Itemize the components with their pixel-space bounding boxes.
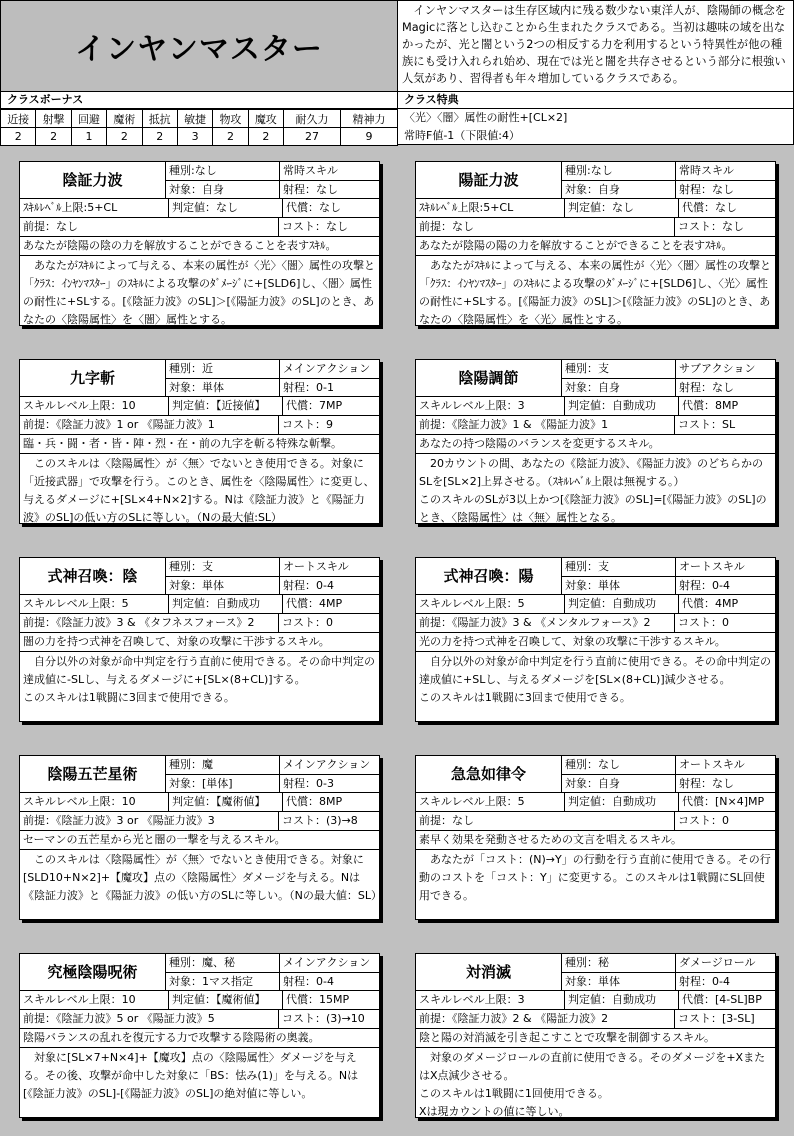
skill-card bbox=[19, 161, 380, 326]
skill-flavor: あなたの持つ陰陽のバランスを変更するスキル。 bbox=[416, 435, 775, 454]
skill-target: 対象：自身 bbox=[166, 181, 280, 198]
skill-check: 判定値：自動成功 bbox=[565, 991, 679, 1009]
skill-effect-line: このスキルは〈陰陽属性〉が〈無〉でないとき使用できる。対象に[SLD10+N×2]+【魔攻】点の〈陰陽属性〉ダメージを与える。Nは《陰証力波》と《陽証力波》の低い方のSLに等しい。（Nの最大値：SL） bbox=[23, 853, 382, 902]
skill-price: 代償：なし bbox=[286, 201, 341, 214]
skill-cost: コスト：(3)→8 bbox=[282, 814, 358, 827]
skill-target: 対象：[単体] bbox=[166, 775, 280, 792]
skill-cost: コスト：0 bbox=[282, 616, 333, 629]
skill-effect-line: 対象のダメージロールの直前に使用できる。そのダメージを+XまたはX点減少させる。 bbox=[419, 1051, 766, 1082]
skill-cost: コスト：0 bbox=[678, 616, 729, 629]
skill-card bbox=[415, 557, 776, 722]
skill-range: 射程：なし bbox=[283, 183, 338, 196]
skill-effect bbox=[20, 454, 379, 527]
skill-target: 対象：自身 bbox=[562, 379, 676, 396]
skill-effect bbox=[20, 652, 379, 707]
skill-price: 代償：[N×4]MP bbox=[682, 795, 765, 808]
skill-max-level: スキルレベル上限：10 bbox=[20, 793, 169, 811]
skill-max-level: スキルレベル上限：5 bbox=[416, 793, 565, 811]
skill-range: 射程：0-3 bbox=[283, 777, 334, 790]
skill-effect bbox=[20, 256, 379, 329]
skill-target: 対象：単体 bbox=[562, 577, 676, 594]
skill-effect-line: あなたがｽｷﾙによって与える、本来の属性が〈光〉〈闇〉属性の攻撃と「ｸﾗｽ：ｲﾝﾔﾝﾏｽﾀｰ」のｽｷﾙによる攻撃のﾀﾞﾒｰｼﾞに+[SLD6]し、〈光〉属性の耐性に+SLする。[《陽証力波》のSL]＞[《陰証力波》のSL]のとき、あなたの〈陰陽属性〉を〈光〉属性とする。 bbox=[419, 259, 771, 326]
skill-prereq: 前提：なし bbox=[20, 218, 279, 236]
skill-kind: 種別：なし bbox=[562, 756, 676, 774]
skill-max-level: スキルレベル上限：5 bbox=[20, 595, 169, 613]
skill-card bbox=[19, 755, 380, 920]
skill-price: 代償：7MP bbox=[286, 399, 343, 412]
skill-name: 九字斬 bbox=[20, 360, 166, 396]
skill-kind: 種別：支 bbox=[562, 558, 676, 576]
skill-range: 射程：なし bbox=[679, 777, 734, 790]
skill-kind: 種別：支 bbox=[166, 558, 280, 576]
skill-flavor: 闇の力を持つ式神を召喚して、対象の攻撃に干渉するスキル。 bbox=[20, 633, 379, 652]
skill-name: 対消滅 bbox=[416, 954, 562, 990]
skill-flavor: 素早く効果を発動させるための文言を唱えるスキル。 bbox=[416, 831, 775, 850]
skill-check: 判定値：なし bbox=[169, 199, 283, 217]
skill-prereq: 前提：《陰証力波》1 or 《陽証力波》1 bbox=[20, 416, 279, 434]
skill-check: 判定値：なし bbox=[565, 199, 679, 217]
skill-check: 判定値：自動成功 bbox=[169, 595, 283, 613]
skill-effect bbox=[416, 652, 775, 707]
skill-name: 陰陽五芒星術 bbox=[20, 756, 166, 792]
class-bonus-heading: クラスボーナス bbox=[0, 92, 398, 109]
skill-flavor: あなたが陰陽の陽の力を解放することができることを表すｽｷﾙ。 bbox=[416, 237, 775, 256]
skill-prereq: 前提：なし bbox=[416, 218, 675, 236]
skill-price: 代償：なし bbox=[682, 201, 737, 214]
skill-check: 判定値：自動成功 bbox=[565, 793, 679, 811]
skill-effect-line: このスキルは1戦闘に3回まで使用できる。 bbox=[419, 691, 631, 704]
skill-effect bbox=[416, 850, 775, 905]
skill-range: 射程：0-4 bbox=[283, 579, 334, 592]
skill-price: 代償：4MP bbox=[286, 597, 343, 610]
skill-price: 代償：15MP bbox=[286, 993, 350, 1006]
bonus-value: 2 bbox=[213, 128, 248, 146]
skill-check: 判定値：【魔術値】 bbox=[169, 793, 283, 811]
skill-effect-line: このスキルは1戦闘に3回まで使用できる。 bbox=[23, 691, 235, 704]
skill-timing: オートスキル bbox=[679, 560, 745, 573]
skill-name: 陰陽調節 bbox=[416, 360, 562, 396]
class-description: インヤンマスターは生存区域内に残る数少ない東洋人が、陰陽師の概念をMagicに落とし込むことから生まれたクラスである。当初は趣味の域を出なかったが、光と闇という2つの相反する力を利用するという特異性が他の種族にも受け入れられ始め、現在では光と闇を共存させるという部分に根強い人気があり、習得者も年々増加しているクラスである。 bbox=[398, 0, 794, 92]
bonus-header: 魔術 bbox=[107, 110, 142, 128]
bonus-header: 回避 bbox=[71, 110, 106, 128]
skill-price: 代償：8MP bbox=[286, 795, 343, 808]
class-bonus-header-row bbox=[1, 110, 398, 128]
bonus-value: 2 bbox=[36, 128, 71, 146]
skill-target: 対象：自身 bbox=[562, 775, 676, 792]
skill-flavor: 臨・兵・闘・者・皆・陣・烈・在・前の九字を斬る特殊な斬撃。 bbox=[20, 435, 379, 454]
skill-name: 陰証力波 bbox=[20, 162, 166, 198]
skill-name: 急急如律令 bbox=[416, 756, 562, 792]
skill-timing: 常時スキル bbox=[679, 164, 734, 177]
skill-max-level: スキルレベル上限：5 bbox=[416, 595, 565, 613]
skill-name: 式神召喚：陽 bbox=[416, 558, 562, 594]
skill-cost: コスト：(3)→10 bbox=[282, 1012, 365, 1025]
skill-prereq: 前提：《陰証力波》3 or 《陽証力波》3 bbox=[20, 812, 279, 830]
class-title: インヤンマスター bbox=[75, 32, 323, 67]
skill-range: 射程：0-4 bbox=[679, 579, 730, 592]
skill-max-level: ｽｷﾙﾚﾍﾞﾙ上限:5+CL bbox=[20, 199, 169, 217]
class-perks-heading: クラス特典 bbox=[398, 92, 794, 109]
bonus-header: 抵抗 bbox=[142, 110, 177, 128]
skill-price: 代償：4MP bbox=[682, 597, 739, 610]
class-perk: 〈光〉〈闇〉属性の耐性+[CL×2] bbox=[398, 109, 794, 127]
bonus-header: 精神力 bbox=[341, 110, 398, 128]
class-title-box bbox=[0, 0, 398, 92]
skill-prereq: 前提：《陰証力波》5 or 《陽証力波》5 bbox=[20, 1010, 279, 1028]
skill-timing: オートスキル bbox=[283, 560, 349, 573]
skill-card bbox=[415, 755, 776, 920]
skill-effect bbox=[416, 1048, 775, 1121]
skill-flavor: 陰と陽の対消滅を引き起こすことで攻撃を制御するスキル。 bbox=[416, 1029, 775, 1048]
skill-kind: 種別:なし bbox=[166, 162, 280, 180]
skill-cost: コスト：なし bbox=[282, 220, 348, 233]
skill-effect bbox=[20, 850, 382, 905]
skill-effect-line: Xは現カウントの値に等しい。 bbox=[419, 1105, 570, 1118]
bonus-header: 魔攻 bbox=[248, 110, 283, 128]
skill-range: 射程：なし bbox=[679, 183, 734, 196]
skill-target: 対象：自身 bbox=[562, 181, 676, 198]
skill-flavor: セーマンの五芒星から光と闇の一撃を与えるスキル。 bbox=[20, 831, 379, 850]
bonus-value: 3 bbox=[177, 128, 212, 146]
skill-prereq: 前提：《陰証力波》1 & 《陽証力波》1 bbox=[416, 416, 675, 434]
skill-max-level: スキルレベル上限：10 bbox=[20, 991, 169, 1009]
skill-check: 判定値：【近接値】 bbox=[169, 397, 283, 415]
skill-timing: サブアクション bbox=[679, 362, 756, 375]
class-bonus-value-row bbox=[1, 128, 398, 146]
class-header bbox=[0, 0, 794, 145]
skill-kind: 種別:なし bbox=[562, 162, 676, 180]
skill-prereq: 前提：《陰証力波》3 & 《タフネスフォース》2 bbox=[20, 614, 279, 632]
skill-check: 判定値：自動成功 bbox=[565, 595, 679, 613]
skill-kind: 種別：秘 bbox=[562, 954, 676, 972]
skill-flavor: 光の力を持つ式神を召喚して、対象の攻撃に干渉するスキル。 bbox=[416, 633, 775, 652]
skill-effect-line: このスキルのSLが3以上かつ[《陰証力波》のSL]=[《陽証力波》のSL]のとき、〈陰陽属性〉は〈無〉属性となる。 bbox=[419, 493, 767, 524]
bonus-value: 27 bbox=[284, 128, 341, 146]
skill-timing: メインアクション bbox=[283, 956, 371, 969]
skill-effect-line: このスキルは1戦闘に1回使用できる。 bbox=[419, 1087, 609, 1100]
class-perk: 常時F値-1（下限値:4） bbox=[398, 127, 794, 145]
skill-price: 代償：[4-SL]BP bbox=[682, 993, 762, 1006]
skill-target: 対象：1マス指定 bbox=[166, 973, 280, 990]
skill-range: 射程：0-4 bbox=[283, 975, 334, 988]
skill-effect-line: 対象に[SL×7+N×4]+【魔攻】点の〈陰陽属性〉ダメージを与える。その後、攻撃が命中した対象に「BS：怯み(1)」を与える。Nは[《陰証力波》のSL]-[《陽証力波》のSL]の絶対値に等しい。 bbox=[23, 1051, 359, 1100]
skill-cost: コスト：9 bbox=[282, 418, 333, 431]
skill-kind: 種別：魔 bbox=[166, 756, 280, 774]
skill-kind: 種別：支 bbox=[562, 360, 676, 378]
skill-name: 究極陰陽呪術 bbox=[20, 954, 166, 990]
skill-card bbox=[415, 161, 776, 326]
bonus-value: 2 bbox=[142, 128, 177, 146]
skill-effect bbox=[416, 256, 775, 329]
bonus-header: 敏捷 bbox=[177, 110, 212, 128]
skill-card bbox=[415, 953, 776, 1118]
bonus-value: 2 bbox=[1, 128, 36, 146]
bonus-value: 1 bbox=[71, 128, 106, 146]
skill-timing: メインアクション bbox=[283, 362, 371, 375]
bonus-header: 射撃 bbox=[36, 110, 71, 128]
skill-prereq: 前提：なし bbox=[416, 812, 675, 830]
skill-timing: 常時スキル bbox=[283, 164, 338, 177]
skill-timing: メインアクション bbox=[283, 758, 371, 771]
skill-timing: オートスキル bbox=[679, 758, 745, 771]
skill-card bbox=[19, 359, 380, 524]
bonus-value: 9 bbox=[341, 128, 398, 146]
bonus-header: 物攻 bbox=[213, 110, 248, 128]
skill-target: 対象：単体 bbox=[166, 379, 280, 396]
skill-price: 代償：8MP bbox=[682, 399, 739, 412]
skill-effect-line: あなたがｽｷﾙによって与える、本来の属性が〈光〉〈闇〉属性の攻撃と「ｸﾗｽ：ｲﾝﾔﾝﾏｽﾀｰ」のｽｷﾙによる攻撃のﾀﾞﾒｰｼﾞに+[SLD6]し、〈闇〉属性の耐性に+SLする。[《陰証力波》のSL]＞[《陽証力波》のSL]のとき、あなたの〈陰陽属性〉を〈闇〉属性とする。 bbox=[23, 259, 375, 326]
skill-cost: コスト：なし bbox=[678, 220, 744, 233]
skill-kind: 種別：近 bbox=[166, 360, 280, 378]
skill-timing: ダメージロール bbox=[679, 956, 756, 969]
skill-max-level: スキルレベル上限：3 bbox=[416, 991, 565, 1009]
bonus-value: 2 bbox=[248, 128, 283, 146]
skill-name: 式神召喚：陰 bbox=[20, 558, 166, 594]
skill-prereq: 前提：《陽証力波》3 & 《メンタルフォース》2 bbox=[416, 614, 675, 632]
skill-target: 対象：単体 bbox=[562, 973, 676, 990]
skill-effect bbox=[20, 1048, 379, 1103]
skill-effect-line: 自分以外の対象が命中判定を行う直前に使用できる。その命中判定の達成値に+SLし、与えるダメージを[SL×(8+CL)]減少させる。 bbox=[419, 655, 771, 686]
skill-cost: コスト：SL bbox=[678, 418, 736, 431]
skill-target: 対象：単体 bbox=[166, 577, 280, 594]
skill-card bbox=[19, 953, 380, 1118]
skill-effect-line: あなたが「コスト：(N)→Y」の行動を行う直前に使用できる。その行動のコストを「コスト：Y」に変更する。このスキルは1戦闘にSL回使用できる。 bbox=[419, 853, 771, 902]
skill-check: 判定値：【魔術値】 bbox=[169, 991, 283, 1009]
skill-max-level: スキルレベル上限：10 bbox=[20, 397, 169, 415]
skill-effect-line: 20カウントの間、あなたの《陰証力波》、《陽証力波》のどちらかのSLを[SL×2]上昇させる。（ｽｷﾙﾚﾍﾞﾙ上限は無視する。） bbox=[419, 457, 763, 488]
skill-effect-line: 自分以外の対象が命中判定を行う直前に使用できる。その命中判定の達成値に-SLし、与えるダメージに+[SL×(8+CL)]する。 bbox=[23, 655, 375, 686]
skill-max-level: ｽｷﾙﾚﾍﾞﾙ上限:5+CL bbox=[416, 199, 565, 217]
skill-range: 射程：0-1 bbox=[283, 381, 334, 394]
bonus-header: 近接 bbox=[1, 110, 36, 128]
bonus-header: 耐久力 bbox=[284, 110, 341, 128]
skill-name: 陽証力波 bbox=[416, 162, 562, 198]
skill-flavor: あなたが陰陽の陰の力を解放することができることを表すｽｷﾙ。 bbox=[20, 237, 379, 256]
skill-cost: コスト：0 bbox=[678, 814, 729, 827]
skill-card bbox=[415, 359, 776, 524]
skill-effect-line: このスキルは〈陰陽属性〉が〈無〉でないとき使用できる。対象に「近接武器」で攻撃を行う。このとき、属性を〈陰陽属性〉に変更し、与えるダメージに+[SL×4+N×2]する。Nは《陰証力波》と《陽証力波》のSL]の低い方のSLに等しい。（Nの最大値:SL） bbox=[23, 457, 375, 524]
skill-check: 判定値：自動成功 bbox=[565, 397, 679, 415]
skill-max-level: スキルレベル上限：3 bbox=[416, 397, 565, 415]
skill-effect bbox=[416, 454, 775, 527]
skill-range: 射程：0-4 bbox=[679, 975, 730, 988]
skill-flavor: 陰陽バランスの乱れを復元する力で攻撃する陰陽術の奥義。 bbox=[20, 1029, 379, 1048]
class-bonus-table bbox=[0, 109, 398, 146]
skill-prereq: 前提：《陰証力波》2 & 《陽証力波》2 bbox=[416, 1010, 675, 1028]
skill-card bbox=[19, 557, 380, 722]
bonus-value: 2 bbox=[107, 128, 142, 146]
skill-range: 射程：なし bbox=[679, 381, 734, 394]
skill-cost: コスト：[3-SL] bbox=[678, 1012, 755, 1025]
skill-kind: 種別：魔、秘 bbox=[166, 954, 280, 972]
